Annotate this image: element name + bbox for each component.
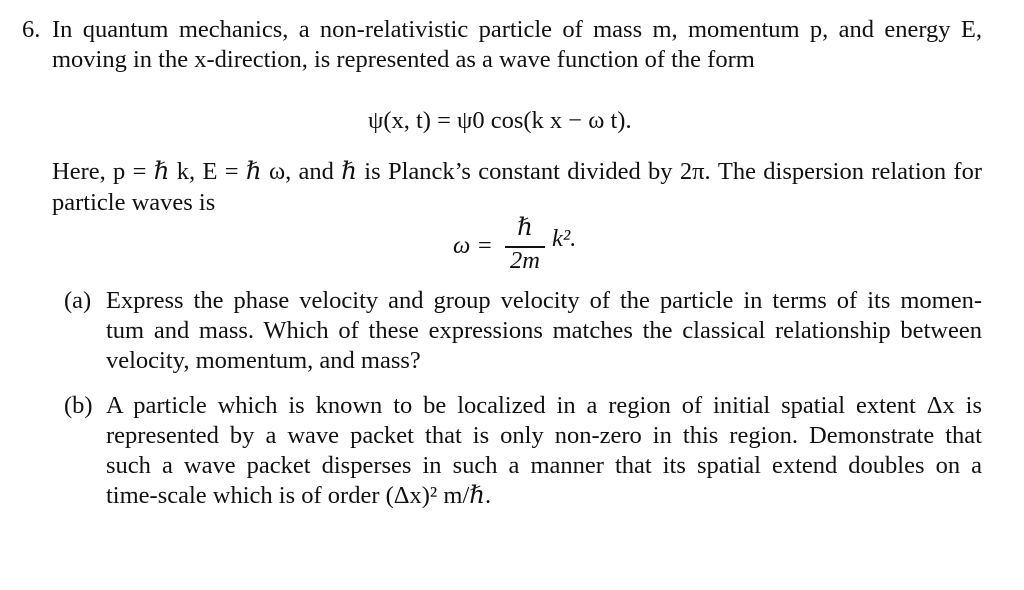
- part-b-line-3: such a wave packet disperses in such a manner that its spatial extend doubles on a: [106, 452, 982, 479]
- wave-equation: ψ(x, t) = ψ0 cos(k x − ω t).: [368, 107, 632, 134]
- part-b-line-4: time-scale which is of order (Δx)² m/ℏ.: [106, 482, 492, 509]
- part-a-line-3: velocity, momentum, and mass?: [106, 347, 421, 374]
- problem-number: 6.: [22, 16, 41, 43]
- part-a-label: (a): [64, 287, 92, 314]
- dispersion-lhs: ω =: [453, 232, 493, 259]
- here-line-2: particle waves is: [52, 189, 216, 216]
- dispersion-denominator: 2m: [510, 247, 540, 274]
- part-b-label: (b): [64, 392, 93, 419]
- here-line-1: Here, p = ℏ k, E = ℏ ω, and ℏ is Planck’s constant divided by 2π. The dispersion relation for: [52, 158, 982, 185]
- intro-line-1: In quantum mechanics, a non-relativistic particle of mass m, momentum p, and energy E,: [52, 16, 982, 43]
- part-a-line-1: Express the phase velocity and group velocity of the particle in terms of its momen-: [106, 287, 982, 314]
- dispersion-rhs: k².: [552, 225, 577, 252]
- dispersion-fraction: [503, 212, 547, 276]
- part-b-line-1: A particle which is known to be localized in a region of initial spatial extent Δx is: [106, 392, 982, 419]
- intro-line-2: moving in the x-direction, is represented as a wave function of the form: [52, 46, 755, 73]
- part-a-line-2: tum and mass. Which of these expressions matches the classical relationship between: [106, 317, 982, 344]
- part-b-line-2: represented by a wave packet that is only non-zero in this region. Demonstrate that: [106, 422, 982, 449]
- dispersion-numerator: ℏ: [517, 214, 533, 241]
